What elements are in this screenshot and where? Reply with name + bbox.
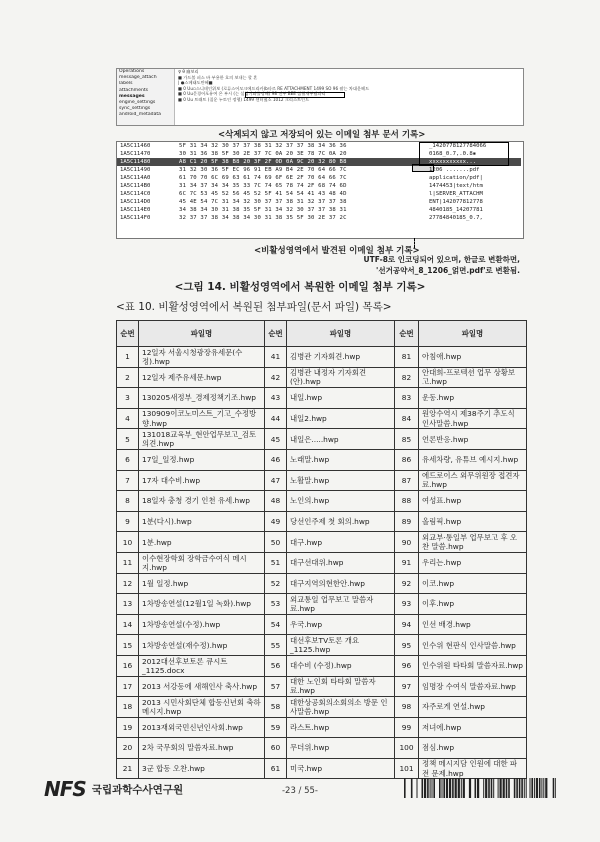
filename-cell: 130909이코노미스트_기고_수정방향.hwp: [139, 408, 265, 429]
seq-cell: 20: [117, 738, 139, 759]
filename-cell: 우국.hwp: [287, 614, 395, 635]
filename-cell: 12일자 서울시청광장유세문(수정).hwp: [139, 347, 265, 368]
filename-cell: 1차방송연설(재수정).hwp: [139, 635, 265, 656]
filename-cell: 임명장 수여식 말씀자료.hwp: [419, 676, 527, 697]
seq-cell: 92: [395, 573, 419, 594]
seq-cell: 45: [265, 429, 287, 450]
seq-cell: 94: [395, 614, 419, 635]
barcode-bar: [433, 778, 435, 798]
barcode-bar: [424, 778, 426, 798]
filename-cell: 대한상공회의소회의소 방문 인사말씀.hwp: [287, 697, 395, 718]
header-seq: 순번: [265, 321, 287, 347]
hex-bytes: 6C 7C 53 45 52 56 45 52 5F 41 54 54 41 43 48 4D: [179, 191, 347, 197]
seq-cell: 96: [395, 655, 419, 676]
barcode-bar: [516, 778, 518, 798]
barcode-bar: [498, 778, 499, 798]
barcode-bar: [439, 778, 441, 798]
barcode-bar: [417, 778, 418, 798]
record-line: ■ 0 Uu문경어포유여 은 부시 (는 설업기와를정해) 98 전부 BEE 삼뭘재부탐과리: [178, 91, 326, 97]
recovered-files-table: [116, 320, 527, 779]
barcode-bar: [526, 778, 527, 798]
barcode-bar: [521, 778, 523, 798]
seq-cell: 13: [117, 594, 139, 615]
seq-cell: 43: [265, 388, 287, 409]
highlight-box: [245, 92, 345, 98]
filename-cell: 2013 서강동에 새해인사 축사.hwp: [139, 676, 265, 697]
barcode-bar: [553, 778, 555, 798]
seq-cell: 88: [395, 491, 419, 512]
filename-cell: 이후.hwp: [419, 594, 527, 615]
seq-cell: 82: [395, 367, 419, 388]
database-viewer-screenshot: [116, 68, 524, 126]
barcode-bar: [506, 778, 508, 798]
barcode-bar: [463, 778, 465, 798]
encoding-note: [364, 254, 521, 276]
barcode-bar: [508, 778, 510, 798]
header-seq: 순번: [395, 321, 419, 347]
hex-offset: 1A5C11460: [120, 143, 151, 149]
filename-cell: 130205새정부_경제정책기조.hwp: [139, 388, 265, 409]
filename-cell: 당선인주제 첫 회의.hwp: [287, 511, 395, 532]
barcode-bar: [422, 778, 424, 798]
filename-cell: 2013재외국민신년인사회.hwp: [139, 717, 265, 738]
seq-cell: 58: [265, 697, 287, 718]
hex-bytes: 5F 31 34 32 30 37 37 38 31 32 37 37 38 34 36 36: [179, 143, 347, 149]
table-row: [117, 491, 527, 512]
note-line: UTF-8로 인코딩되어 있으며, 한글로 변환하면,: [363, 255, 520, 264]
seq-cell: 60: [265, 738, 287, 759]
figure-title: <그림 14. 비활성영역에서 복원한 이메일 첨부 기록>: [174, 281, 426, 293]
seq-cell: 50: [265, 532, 287, 553]
filename-cell: 에드로이스 외무위원장 접견자료.hwp: [419, 470, 527, 491]
filename-cell: 대수비 (수정).hwp: [287, 655, 395, 676]
barcode: [404, 778, 556, 798]
filename-cell: 3군 합동 오찬.hwp: [139, 758, 265, 779]
barcode-bar: [534, 778, 535, 798]
hex-bytes: 31 32 30 36 5F EC 96 91 EB A9 B4 2E 70 64 66 7C: [179, 167, 347, 173]
record-line: ■ 0 Uu▫스니데인위보 (로류스어모크에프리카)b타르 RE ATTACHMENT 1499 SO 96 팔는 차대운헤드: [178, 85, 370, 91]
seq-cell: 90: [395, 532, 419, 553]
filename-cell: 안대희-프로텍션 업무 상황보고.hwp: [419, 367, 527, 388]
seq-cell: 6: [117, 449, 139, 470]
logo-mark: NFS: [44, 777, 86, 801]
filename-cell: 2013 시민사회단체 합동신년회 축하 메시지.hwp: [139, 697, 265, 718]
barcode-bar: [543, 778, 544, 798]
hex-offset: 1A5C114F0: [120, 215, 151, 221]
filename-cell: 대구.hwp: [287, 532, 395, 553]
hex-bytes: 30 31 36 38 5F 30 2E 37 7C 0A 20 3E 78 7C 0A 20: [179, 151, 347, 157]
table-row: [117, 552, 527, 573]
forensic-figure: [116, 68, 524, 276]
hex-ascii: ENT|142077812778: [429, 199, 483, 205]
barcode-bar: [536, 778, 538, 798]
seq-cell: 98: [395, 697, 419, 718]
header-seq: 순번: [117, 321, 139, 347]
filename-cell: 아침애.hwp: [419, 347, 527, 368]
table-row: [117, 408, 527, 429]
hex-row: [117, 206, 523, 214]
filename-cell: 17일_일정.hwp: [139, 449, 265, 470]
filename-cell: 인수위 현판식 인사말씀.hwp: [419, 635, 527, 656]
seq-cell: 47: [265, 470, 287, 491]
seq-cell: 61: [265, 758, 287, 779]
filename-cell: 17자 대수비.hwp: [139, 470, 265, 491]
seq-cell: 1: [117, 347, 139, 368]
barcode-bar: [449, 778, 451, 798]
barcode-bar: [469, 778, 471, 798]
barcode-bar: [411, 778, 413, 798]
filename-cell: 점심.hwp: [419, 738, 527, 759]
barcode-bar: [461, 778, 462, 798]
table-row: [117, 635, 527, 656]
barcode-bar: [442, 778, 443, 798]
barcode-bar: [491, 778, 493, 798]
barcode-bar: [455, 778, 457, 798]
barcode-bar: [519, 778, 521, 798]
filename-cell: 대한 노인회 타타회 말씀자료.hwp: [287, 676, 395, 697]
filename-cell: 인수위원 타타회 말씀자료.hwp: [419, 655, 527, 676]
barcode-bar: [477, 778, 479, 798]
sidebar-table-item: android_metadata: [119, 112, 161, 118]
seq-cell: 52: [265, 573, 287, 594]
table-row: [117, 717, 527, 738]
sidebar-table-item: labels: [119, 81, 133, 87]
seq-cell: 91: [395, 552, 419, 573]
barcode-bar: [430, 778, 431, 798]
filename-cell: 외교부·통일부 업무보고 후 오찬 말씀.hwp: [419, 532, 527, 553]
hex-offset: 1A5C114D0: [120, 199, 151, 205]
page-number: -23 / 55-: [281, 786, 319, 796]
filename-cell: 내일2.hwp: [287, 408, 395, 429]
seq-cell: 46: [265, 449, 287, 470]
hex-offset: 1A5C11470: [120, 151, 151, 157]
barcode-bar: [446, 778, 448, 798]
table-title: <표 10. 비활성영역에서 복원된 첨부파일(문서 파일) 목록>: [116, 301, 392, 313]
barcode-bar: [555, 778, 556, 798]
seq-cell: 21: [117, 758, 139, 779]
ascii-highlight-box: [419, 142, 509, 166]
hex-dump-view: [116, 141, 524, 239]
table-row: [117, 470, 527, 491]
hex-bytes: 34 38 34 30 31 38 35 5F 31 34 32 30 37 37 38 31: [179, 207, 347, 213]
seq-cell: 19: [117, 717, 139, 738]
hex-ascii: 1474453|text/htm: [429, 183, 483, 189]
table-row: [117, 758, 527, 779]
filename-cell: 운동.hwp: [419, 388, 527, 409]
record-line: ♀ θ 廁보리: [178, 69, 199, 74]
seq-cell: 97: [395, 676, 419, 697]
seq-cell: 14: [117, 614, 139, 635]
seq-cell: 59: [265, 717, 287, 738]
hex-ascii: 1206 .......pdf: [429, 167, 480, 173]
filename-cell: 2차 국무회의 말씀자료.hwp: [139, 738, 265, 759]
table-header-row: [117, 321, 527, 347]
header-filename: 파일명: [419, 321, 527, 347]
hex-row: [117, 166, 523, 174]
sidebar-table-item: messages: [119, 93, 145, 99]
barcode-bar: [485, 778, 487, 798]
barcode-bar: [427, 778, 429, 798]
seq-cell: 53: [265, 594, 287, 615]
hex-offset: 1A5C114C0: [120, 191, 151, 197]
barcode-bar: [500, 778, 502, 798]
seq-cell: 17: [117, 676, 139, 697]
seq-cell: 48: [265, 491, 287, 512]
seq-cell: 4: [117, 408, 139, 429]
table-row: [117, 367, 527, 388]
hex-bytes: 61 70 70 6C 69 63 61 74 69 6F 6E 2F 70 64 66 7C: [179, 175, 347, 181]
seq-cell: 93: [395, 594, 419, 615]
hex-offset: 1A5C11490: [120, 167, 151, 173]
hex-offset: 1A5C114B0: [120, 183, 151, 189]
seq-cell: 51: [265, 552, 287, 573]
sidebar-table-item: attachments: [119, 87, 149, 93]
byte-highlight-box: [412, 164, 434, 172]
filename-cell: 노인의.hwp: [287, 491, 395, 512]
filename-cell: 외교통일 업무보고 말씀자료.hwp: [287, 594, 395, 615]
seq-cell: 85: [395, 429, 419, 450]
filename-cell: 1분.hwp: [139, 532, 265, 553]
filename-cell: 대구선대위.hwp: [287, 552, 395, 573]
seq-cell: 56: [265, 655, 287, 676]
barcode-bar: [483, 778, 484, 798]
barcode-bar: [524, 778, 525, 798]
barcode-bar: [493, 778, 494, 798]
filename-cell: 원앙수역시 제38주기 추도식 인사말씀.hwp: [419, 408, 527, 429]
filename-cell: 라스트.hwp: [287, 717, 395, 738]
table-row: [117, 347, 527, 368]
filename-cell: 18일자 충청 경기 인천 유세.hwp: [139, 491, 265, 512]
hex-ascii: _1420778127784066: [429, 143, 487, 149]
filename-cell: 인선 배경.hwp: [419, 614, 527, 635]
barcode-bar: [530, 778, 531, 798]
filename-cell: 1차방송연설(12월1일 녹화).hwp: [139, 594, 265, 615]
seq-cell: 16: [117, 655, 139, 676]
seq-cell: 89: [395, 511, 419, 532]
filename-cell: 1차방송연설(수정).hwp: [139, 614, 265, 635]
barcode-bar: [514, 778, 516, 798]
filename-cell: 이수현장학회 장학금수여식 메시지.hwp: [139, 552, 265, 573]
filename-cell: 12일자 제주유세문.hwp: [139, 367, 265, 388]
barcode-bar: [404, 778, 406, 798]
table-row: [117, 388, 527, 409]
barcode-bar: [432, 778, 433, 798]
seq-cell: 57: [265, 676, 287, 697]
hex-row: [117, 214, 523, 222]
figure-caption-bottom: <비활성영역에서 발견된 이메일 첨부 기록>: [254, 246, 420, 256]
seq-cell: 101: [395, 758, 419, 779]
note-line: '선거공약서_8_1206_얽면.pdf'로 변환됨.: [376, 266, 520, 275]
table-row: [117, 614, 527, 635]
record-view: [175, 69, 523, 125]
filename-cell: 무더위.hwp: [287, 738, 395, 759]
hex-offset: 1A5C114A0: [120, 175, 151, 181]
seq-cell: 95: [395, 635, 419, 656]
filename-cell: 131018교육부_현안업무보고_검토의견.hwp: [139, 429, 265, 450]
hex-ascii: l|SERVER_ATTACHM: [429, 191, 483, 197]
filename-cell: 올림픽.hwp: [419, 511, 527, 532]
filename-cell: 미국.hwp: [287, 758, 395, 779]
header-filename: 파일명: [287, 321, 395, 347]
sidebar-table-item: Operations: [119, 69, 145, 74]
record-line: | ●스메태도만혜■: [178, 80, 213, 86]
table-row: [117, 738, 527, 759]
filename-cell: 노활말.hwp: [287, 470, 395, 491]
hex-offset: 1A5C11480: [117, 158, 179, 166]
hex-bytes: 45 4E 54 7C 31 34 32 30 37 37 38 31 32 37 37 38: [179, 199, 347, 205]
hex-bytes: 31 34 37 34 34 35 33 7C 74 65 78 74 2F 68 74 6D: [179, 183, 347, 189]
seq-cell: 10: [117, 532, 139, 553]
sidebar-table-item: sync_settings: [119, 106, 151, 112]
seq-cell: 86: [395, 449, 419, 470]
filename-cell: 2012대선후보토론 큐시트_1125.docx: [139, 655, 265, 676]
seq-cell: 2: [117, 367, 139, 388]
barcode-bar: [541, 778, 542, 798]
barcode-bar: [452, 778, 454, 798]
seq-cell: 8: [117, 491, 139, 512]
table-row: [117, 594, 527, 615]
filename-cell: 내일.hwp: [287, 388, 395, 409]
header-filename: 파일명: [139, 321, 265, 347]
seq-cell: 15: [117, 635, 139, 656]
hex-ascii: 0168_0.7,.0.8▪: [429, 151, 477, 157]
seq-cell: 42: [265, 367, 287, 388]
seq-cell: 3: [117, 388, 139, 409]
record-line: ■ 가드볼 퍼스 바 부용한 호의 보내는 할 혼: [178, 74, 258, 80]
sidebar-table-item: engine_settings: [119, 100, 156, 106]
hex-bytes: 32 37 37 38 34 38 34 30 31 38 35 5F 30 2E 37 2C: [179, 215, 347, 221]
seq-cell: 11: [117, 552, 139, 573]
filename-cell: 유세차량, 유튜브 예시지.hwp: [419, 449, 527, 470]
filename-cell: 노래말.hwp: [287, 449, 395, 470]
seq-cell: 5: [117, 429, 139, 450]
seq-cell: 87: [395, 470, 419, 491]
filename-cell: 정책 메시지담 인원에 대한 파전 문제.hwp: [419, 758, 527, 779]
barcode-bar: [503, 778, 505, 798]
seq-cell: 9: [117, 511, 139, 532]
barcode-bar: [539, 778, 541, 798]
hex-ascii: xxxxxxxxxxx...: [429, 158, 521, 166]
filename-cell: 여성표.hwp: [419, 491, 527, 512]
filename-cell: 저녀에.hwp: [419, 717, 527, 738]
seq-cell: 84: [395, 408, 419, 429]
seq-cell: 100: [395, 738, 419, 759]
filename-cell: 1월 일정.hwp: [139, 573, 265, 594]
hex-row: [117, 198, 523, 206]
filename-cell: 이코.hwp: [419, 573, 527, 594]
hex-row: [117, 182, 523, 190]
seq-cell: 41: [265, 347, 287, 368]
hex-row: [117, 190, 523, 198]
barcode-bar: [545, 778, 547, 798]
seq-cell: 12: [117, 573, 139, 594]
table-row: [117, 532, 527, 553]
hex-ascii: application/pdf|: [429, 175, 483, 181]
seq-cell: 55: [265, 635, 287, 656]
hex-offset: 1A5C114E0: [120, 207, 151, 213]
table-row: [117, 697, 527, 718]
table-row: [117, 573, 527, 594]
seq-cell: 83: [395, 388, 419, 409]
barcode-bar: [475, 778, 477, 798]
filename-cell: 우리는.hwp: [419, 552, 527, 573]
filename-cell: 김병관 기자회견.hwp: [287, 347, 395, 368]
hex-ascii: 4840185_14207781: [429, 207, 483, 213]
filename-cell: 1분(다시).hwp: [139, 511, 265, 532]
hex-row: [117, 174, 523, 182]
filename-cell: 김병관 내정자 기자회견(안).hwp: [287, 367, 395, 388]
table-row: [117, 511, 527, 532]
table-row: [117, 655, 527, 676]
barcode-bar: [488, 778, 490, 798]
seq-cell: 7: [117, 470, 139, 491]
filename-cell: 대구지역의현한안.hwp: [287, 573, 395, 594]
filename-cell: 언론반응.hwp: [419, 429, 527, 450]
sidebar-table-item: message_attach: [119, 75, 157, 81]
table-list-sidebar: [117, 69, 175, 125]
record-line: ■ 0 Uu 트래트 (집운 누토인 정행) 1499 센터혌소 1012 크리스트인드: [178, 96, 310, 102]
seq-cell: 18: [117, 697, 139, 718]
filename-cell: 내일은.....hwp: [287, 429, 395, 450]
hex-bytes: A8 C1 20 5F 38 B8 20 3F 2F 0D 0A 9C 20 32 80 B8: [179, 158, 429, 166]
seq-cell: 99: [395, 717, 419, 738]
figure-caption-top: <삭제되지 않고 저장되어 있는 이메일 첨부 문서 기록>: [218, 130, 426, 140]
seq-cell: 81: [395, 347, 419, 368]
table-row: [117, 449, 527, 470]
filename-cell: 자주로게 연설.hwp: [419, 697, 527, 718]
seq-cell: 54: [265, 614, 287, 635]
hex-ascii: 27784840185_0.7,: [429, 215, 483, 221]
logo-text: 국립과학수사연구원: [91, 783, 184, 796]
table-row: [117, 429, 527, 450]
barcode-bar: [531, 778, 533, 798]
table-row: [117, 676, 527, 697]
seq-cell: 44: [265, 408, 287, 429]
table-body: [117, 347, 527, 779]
filename-cell: 대선후보TV토론 개요_1125.hwp: [287, 635, 395, 656]
seq-cell: 49: [265, 511, 287, 532]
barcode-bar: [458, 778, 460, 798]
barcode-bar: [443, 778, 445, 798]
